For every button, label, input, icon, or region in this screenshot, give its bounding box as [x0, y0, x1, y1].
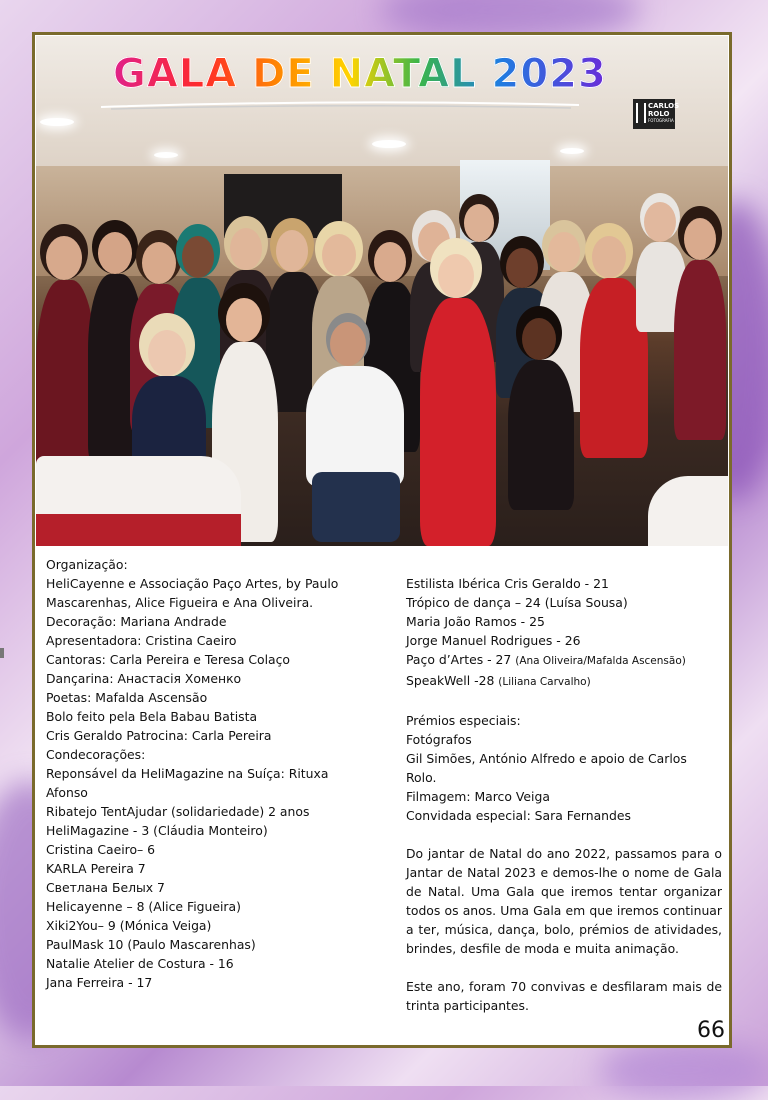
text-line: Reponsável da HeliMagazine na Suíça: Rituxa	[46, 766, 329, 781]
text-line	[406, 650, 722, 671]
logo-line: FOTOGRAFIA	[648, 118, 674, 123]
left-column	[46, 555, 386, 992]
text-line: Ribatejo TentAjudar (solidariedade) 2 anos	[46, 804, 310, 819]
text-line: HeliCayenne e Associação Paço Artes, by Paulo	[46, 576, 339, 591]
text-small: (Liliana Carvalho)	[498, 676, 591, 688]
ceiling-light	[372, 140, 406, 148]
text-line: Convidada especial: Sara Fernandes	[406, 808, 631, 823]
text-line: Natalie Atelier de Costura - 16	[46, 956, 234, 971]
text-line: Apresentadora: Cristina Caeiro	[46, 633, 237, 648]
page-title: GALA DE NATAL 2023	[113, 51, 607, 97]
dining-table	[36, 456, 241, 546]
dining-table	[648, 476, 728, 546]
logo-line: CARLOS	[648, 102, 680, 110]
text-line: KARLA Pereira 7	[46, 861, 146, 876]
text-small: (Ana Oliveira/Mafalda Ascensão)	[515, 655, 686, 667]
text-line: Bolo feito pela Bela Babau Batista	[46, 709, 258, 724]
text-line: Rolo.	[406, 770, 437, 785]
title-swoosh	[101, 101, 579, 111]
text-line: Afonso	[46, 785, 88, 800]
text-line: Fotógrafos	[406, 732, 472, 747]
text-line	[406, 671, 722, 692]
text-line: Jorge Manuel Rodrigues - 26	[406, 633, 581, 648]
paragraph: Do jantar de Natal do ano 2022, passamos para o Jantar de Natal 2023 e demos-lhe o nome de Gala de Natal. Uma Gala que iremos tentar organizar todos os anos. Uma Gala em que iremos continuar a ter, música, dança, bolo, prémios de atividades, brindes, desfile de moda e muita animação.	[406, 846, 722, 956]
text-line: Cris Geraldo Patrocina: Carla Pereira	[46, 728, 272, 743]
text-line: Estilista Ibérica Cris Geraldo - 21	[406, 576, 609, 591]
right-column	[406, 574, 722, 1015]
text-line: Xiki2You– 9 (Mónica Veiga)	[46, 918, 212, 933]
ceiling-light	[560, 148, 584, 154]
group-photo	[36, 36, 728, 546]
text-line: PaulMask 10 (Paulo Mascarenhas)	[46, 937, 256, 952]
text-line: Helicayenne – 8 (Alice Figueira)	[46, 899, 241, 914]
text-line: Светлана Белых 7	[46, 880, 165, 895]
text-line: Gil Simões, António Alfredo e apoio de Carlos	[406, 751, 687, 766]
text-line: Organização:	[46, 557, 128, 572]
page-frame	[32, 32, 732, 1048]
text-line: Filmagem: Marco Veiga	[406, 789, 550, 804]
page-number: 66	[697, 1018, 725, 1043]
text-line: Condecorações:	[46, 747, 146, 762]
logo-line: ROLO	[648, 110, 670, 118]
background-blob	[600, 1040, 768, 1100]
text-line: Cristina Caeiro– 6	[46, 842, 156, 857]
text-line: Cantoras: Carla Pereira e Teresa Colaço	[46, 652, 291, 667]
photographer-logo	[633, 99, 680, 129]
text-line: Dançarina: Анастасія Хоменко	[46, 671, 242, 686]
text-line: Trópico de dança – 24 (Luísa Sousa)	[406, 595, 628, 610]
text-line: HeliMagazine - 3 (Cláudia Monteiro)	[46, 823, 268, 838]
text-line: Maria João Ramos - 25	[406, 614, 545, 629]
text-line: Mascarenhas, Alice Figueira e Ana Oliveira.	[46, 595, 314, 610]
text-line: Jana Ferreira - 17	[46, 975, 153, 990]
text-main: SpeakWell -28	[406, 673, 499, 688]
paragraph: Este ano, foram 70 convivas e desfilaram mais de trinta participantes.	[406, 979, 722, 1013]
text-main: Paço d’Artes - 27	[406, 652, 516, 667]
margin-mark	[0, 648, 4, 658]
text-line: Decoração: Mariana Andrade	[46, 614, 227, 629]
ceiling-light	[40, 118, 74, 126]
ceiling-light	[154, 152, 178, 158]
text-line: Prémios especiais:	[406, 713, 521, 728]
text-line: Poetas: Mafalda Ascensão	[46, 690, 208, 705]
